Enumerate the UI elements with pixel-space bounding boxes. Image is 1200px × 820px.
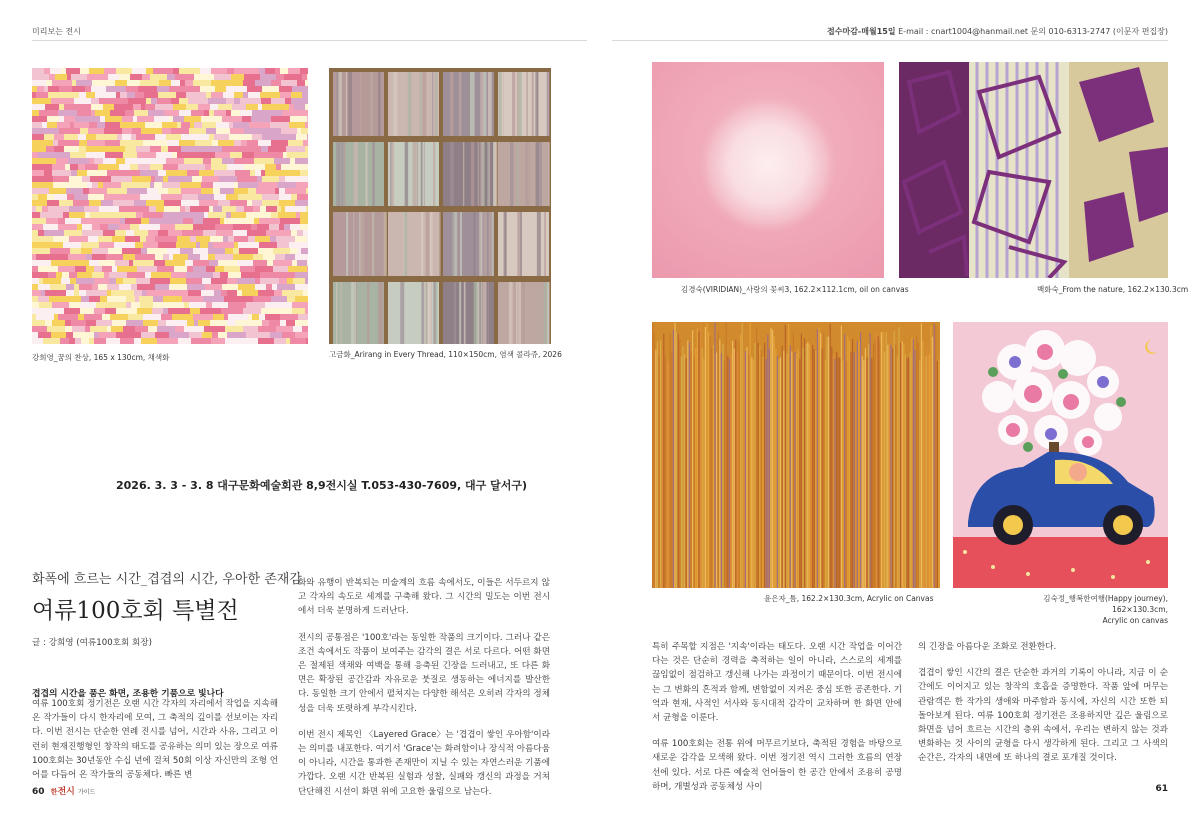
- caption-baek: 백화숙_From the nature, 162.2×130.3cm: [1037, 285, 1189, 294]
- page-number-right: 61: [1155, 784, 1168, 794]
- caption-kang: 강희영_꿈의 찬상, 165 x 130cm, 채색화: [32, 353, 170, 362]
- article-col2: [298, 576, 550, 799]
- article-subtitle: 화폭에 흐르는 시간_겹겹의 시간, 우아한 존재감: [32, 572, 302, 587]
- section-label: 미리보는 전시: [32, 27, 81, 36]
- page-number-left-value: 60: [32, 787, 45, 797]
- caption-kim-sukjeong-line1: 김숙정_행복한여행(Happy journey), 162×130.3cm,: [1043, 594, 1168, 614]
- header-contact: [827, 26, 1168, 37]
- paragraph: 겹겹이 쌓인 시간의 결은 단순한 과거의 기록이 아니라, 지금 이 순간에도 이어지고 있는 창작의 호흡을 증명한다. 작품 앞에 머무는 관람객은 한 작가의 생애와 마주함과 동시에, 자신의 시간 또한 되돌아보게 된다. 여류 100호회 정기전은 조용하지만 깊은 울림으로 화면을 넘어 흐르는 시간의 층위 속에서, 우리는 변하지 않는 것과 변화하는 것 사이의 균형을 다시 생각하게 된다. 그리고 그 사색의 순간은, 각자의 내면에 또 하나의 결로 포개질 것이다.: [918, 668, 1168, 764]
- article-col4: [918, 640, 1168, 766]
- header-deadline: 접수마감-매월15일: [827, 27, 896, 36]
- paragraph: 화와 유행이 반복되는 미술계의 흐름 속에서도, 이들은 서두르지 않고 각자의 속도로 세계를 구축해 왔다. 그 시간의 밀도는 이번 전시에서 더욱 분명하게 드러난다.: [298, 578, 550, 617]
- page-number-left: [32, 784, 95, 797]
- caption-kim-sukjeong-line2: Acrylic on canvas: [1102, 616, 1168, 625]
- magazine-prefix: 한: [50, 788, 58, 796]
- article-col3: [652, 640, 902, 794]
- article-col1: [32, 697, 278, 782]
- paragraph: 여류 100호회 정기전은 오랜 시간 각자의 자리에서 작업을 지속해 온 작가들이 다시 한자리에 모여, 그 축적의 깊이를 선보이는 자리다. 이번 전시는 단순한 연례 진시를 넘어, 시간과 사유, 그리고 이런히 현재진행형인 창작의 태도를 공유하는 의미 있는 장으로 여류 100호회는 30년동안 수십 년에 걸쳐 50회 이상 자신만의 조형 언어를 다듬어 온 작가들의 공동체다. 빠른 변: [32, 699, 278, 781]
- caption-go: 고금화_Arirang in Every Thread, 110×150cm, 염색 콜라쥬, 2026: [329, 350, 562, 359]
- caption-yun: 윤은자_틈, 162.2×130.3cm, Acrylic on Canvas: [764, 594, 934, 603]
- article-author: 글 : 강희영 (여류100호회 회장): [32, 638, 152, 648]
- artwork-kim-sukjeong: [953, 322, 1168, 588]
- caption-kim-sukjeong: [1013, 593, 1168, 626]
- magazine-name: 전시: [57, 787, 75, 797]
- paragraph: 이번 전시 제목인 〈Layered Grace〉는 '겹겹이 쌓인 우아함'이라는 의미를 내포한다. 여기서 'Grace'는 화려함이나 장식적 아름다움이 아니라, 시간을 통과한 존재만이 지닐 수 있는 자연스러운 기품에 가깝다. 오랜 시간 반복된 실험과 성찰, 실패와 갱신의 과정을 거쳐 단단해진 시선이 화면 위에 고요한 울림으로 남는다.: [298, 729, 550, 797]
- header-rule-left: [32, 40, 587, 41]
- article-title: 여류100호회 특별전: [32, 598, 239, 624]
- exhibition-info: 2026. 3. 3 - 3. 8 대구문화예술회관 8,9전시실 T.053-430-7609, 대구 달서구): [116, 479, 528, 492]
- header-email-contact: E-mail : cnart1004@hanmail.net 문의 010-6313-2747 (이문자 편집장): [898, 27, 1168, 36]
- artwork-kang: [32, 68, 308, 344]
- artwork-yun: [652, 322, 940, 588]
- header-rule-right: [612, 40, 1168, 41]
- artwork-baek: [899, 62, 1168, 278]
- paragraph: 특히 주목할 지점은 '지속'이라는 태도다. 오랜 시간 작업을 이어간다는 것은 단순히 경력을 축적하는 일이 아니라, 스스로의 세계를 끊임없이 점검하고 갱신해 나가는 과정이기 때문이다. 이번 전시에는 그 변화의 흔적과 함께, 변함없이 지켜온 중심 또한 공존한다. 기억과 현재, 사적인 서사와 동시대적 감각이 교차하며 한 화면 안에서 균형을 이룬다.: [652, 642, 902, 724]
- paragraph: 전시의 공통점은 '100호'라는 동일한 작품의 크기이다. 그러나 같은 조건 속에서도 작품이 보여주는 감각의 결은 서로 다르다. 어떤 화면은 절제된 색채와 여백을 통해 응축된 긴장을 드러내고, 또 다른 화면은 확장된 공간감과 자유로운 붓질로 생동하는 에너지를 발산한다. 동일한 크기 안에서 펼쳐지는 다양한 해석은 오히려 각자의 정체성을 더욱 또렷하게 부각시킨다.: [298, 632, 550, 714]
- paragraph: 여류 100호회는 전통 위에 머무르기보다, 축적된 경험을 바탕으로 새로운 감각을 모색해 왔다. 이번 정기전 역시 그러한 흐름의 연장선에 있다. 서로 다른 예술적 언어들이 한 공간 안에서 조용히 공명하며, 개별성과 공동체성 사이: [652, 739, 902, 792]
- artwork-kim-gyeongsuk: [652, 62, 884, 278]
- artwork-go: [329, 68, 551, 344]
- paragraph: 의 긴장을 아름다운 조화로 전환한다.: [918, 642, 1057, 652]
- section-heading: 겹겹의 시간을 품은 화면, 조용한 기품으로 빛나다: [32, 689, 224, 699]
- magazine-suffix: 가이드: [77, 789, 96, 796]
- caption-kim-gyeongsuk: 김경숙(VIRIDIAN)_사랑의 꽃씨3, 162.2×112.1cm, oil on canvas: [681, 285, 909, 294]
